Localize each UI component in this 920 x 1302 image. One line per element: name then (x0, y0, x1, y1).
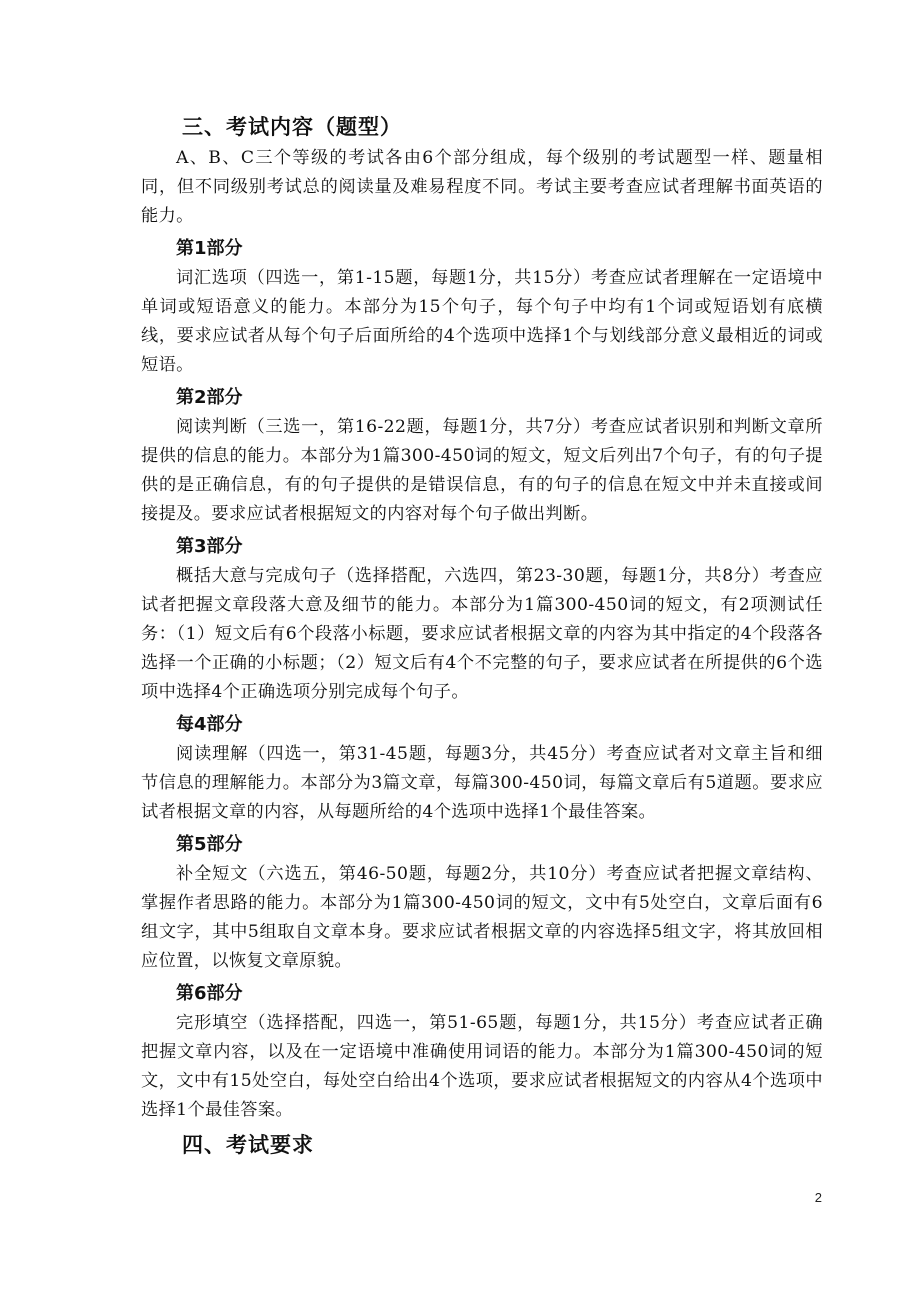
heading-exam-requirements: 四、考试要求 (182, 1133, 314, 1157)
part-1-text: 词汇选项（四选一，第1-15题，每题1分，共15分）考查应试者理解在一定语境中单词或短语意义的能力。本部分为15个句子，每个句子中均有1个词或短语划有底横线，要求应试者从每个句子后面所给的4个选项中选择1个与划线部分意义最相近的词或短语。 (141, 268, 823, 375)
part-1-title: 第1部分 (176, 238, 243, 259)
part-4-title: 每4部分 (176, 714, 243, 735)
part-3-title: 第3部分 (176, 536, 243, 557)
part-5-text: 补全短文（六选五，第46-50题，每题2分，共10分）考查应试者把握文章结构、掌握作者思路的能力。本部分为1篇300-450词的短文，文中有5处空白，文章后面有6组文字，其中5组取自文章本身。要求应试者根据文章的内容选择5组文字，将其放回相应位置，以恢复文章原貌。 (141, 864, 823, 971)
heading-exam-content: 三、考试内容（题型） (182, 115, 402, 139)
part-5-title: 第5部分 (176, 834, 243, 855)
part-4-text: 阅读理解（四选一，第31-45题，每题3分，共45分）考查应试者对文章主旨和细节信息的理解能力。本部分为3篇文章，每篇300-450词，每篇文章后有5道题。要求应试者根据文章的内容，从每题所给的4个选项中选择1个最佳答案。 (141, 744, 823, 822)
document-body (141, 110, 823, 1162)
part-3-text: 概括大意与完成句子（选择搭配，六选四，第23-30题，每题1分，共8分）考查应试者把握文章段落大意及细节的能力。本部分为1篇300-450词的短文，有2项测试任务：（1）短文后有6个段落小标题，要求应试者根据文章的内容为其中指定的4个段落各选择一个正确的小标题；（2）短文后有4个不完整的句子，要求应试者在所提供的6个选项中选择4个正确选项分别完成每个句子。 (141, 566, 823, 702)
part-6-text: 完形填空（选择搭配，四选一，第51-65题，每题1分，共15分）考查应试者正确把握文章内容，以及在一定语境中准确使用词语的能力。本部分为1篇300-450词的短文，文中有15处空白，每处空白给出4个选项，要求应试者根据短文的内容从4个选项中选择1个最佳答案。 (141, 1013, 823, 1120)
part-6-title: 第6部分 (176, 983, 243, 1004)
intro-paragraph: A、B、C三个等级的考试各由6个部分组成，每个级别的考试题型一样、题量相同，但不同级别考试总的阅读量及难易程度不同。考试主要考查应试者理解书面英语的能力。 (141, 148, 823, 226)
part-2-title: 第2部分 (176, 387, 243, 408)
part-2-text: 阅读判断（三选一，第16-22题，每题1分，共7分）考查应试者识别和判断文章所提供的信息的能力。本部分为1篇300-450词的短文，短文后列出7个句子，有的句子提供的是正确信息，有的句子提供的是错误信息，有的句子的信息在短文中并未直接或间接提及。要求应试者根据短文的内容对每个句子做出判断。 (141, 417, 823, 524)
page-number: 2 (814, 1190, 822, 1205)
